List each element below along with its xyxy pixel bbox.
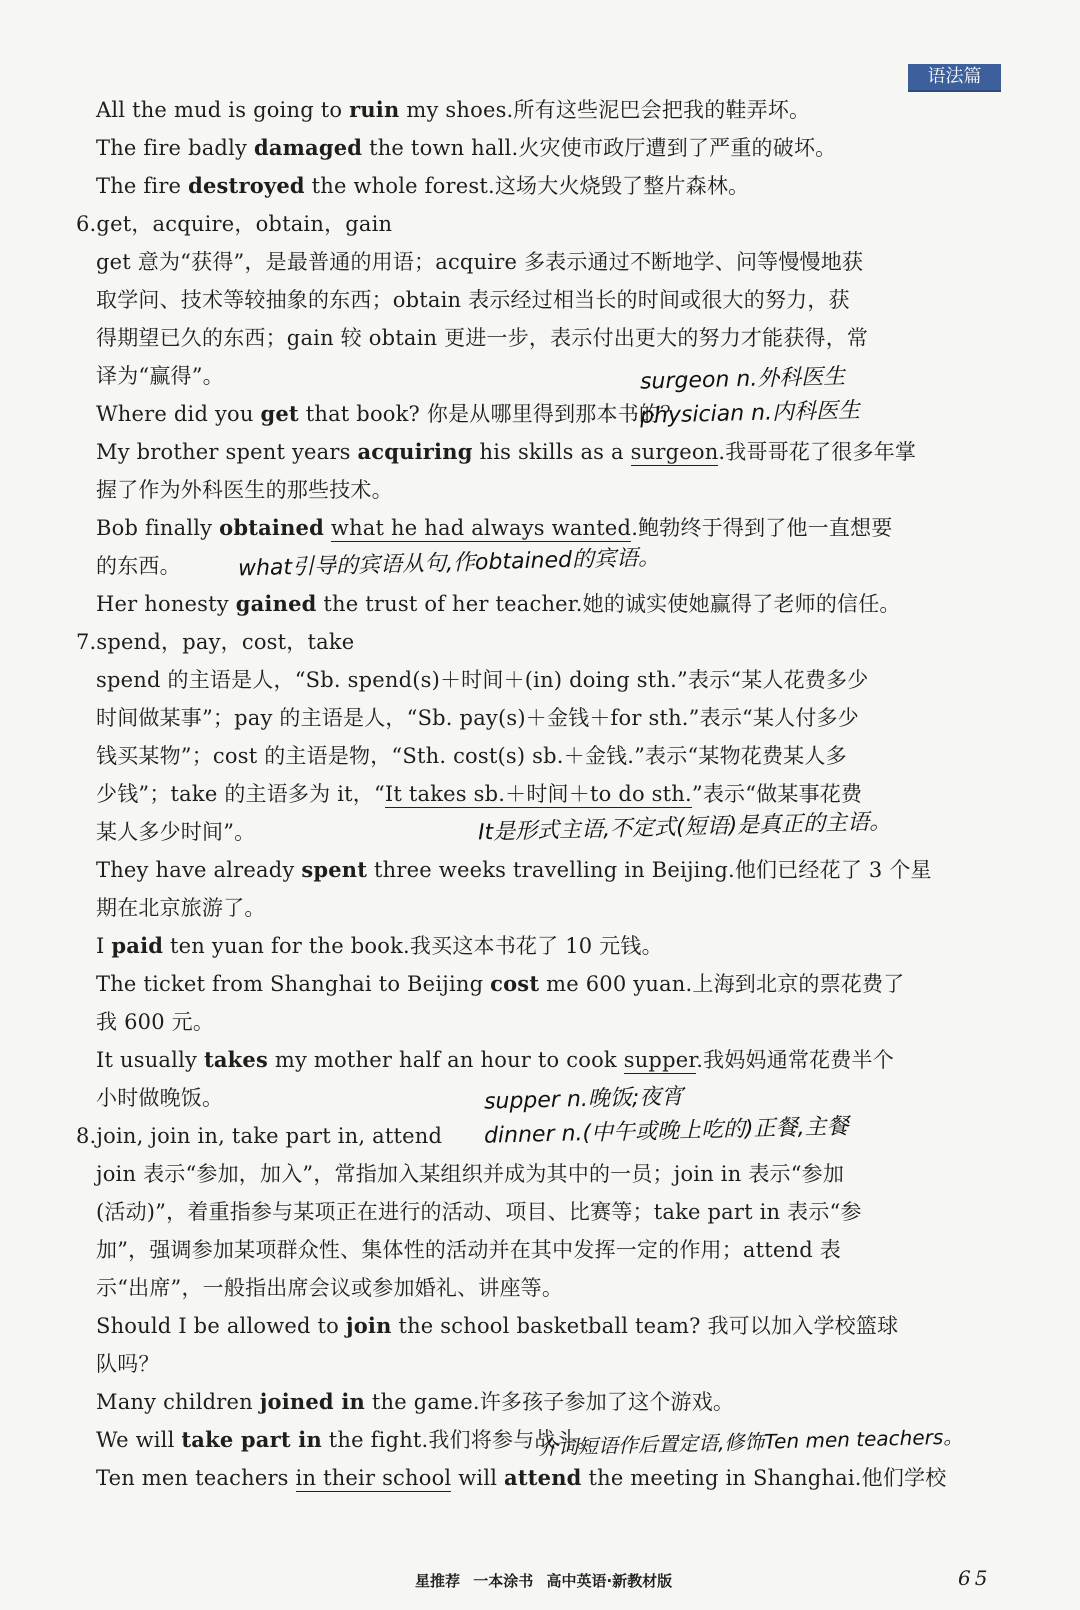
text-line: 队吗？ — [96, 1352, 160, 1376]
text-line: 期在北京旅游了。 — [96, 896, 266, 920]
text-line: 小时做晚饭。 — [96, 1086, 224, 1110]
text-line: (活动)”，着重指参与某项正在进行的活动、项目、比赛等；take part in 表示“参 — [96, 1200, 862, 1224]
handwritten-note-what-clause: what引导的宾语从句,作obtained的宾语。 — [237, 545, 661, 582]
text-line: 加”，强调参加某项群众性、集体性的活动并在其中发挥一定的作用；attend 表 — [96, 1238, 842, 1262]
text-line: join 表示“参加，加入”，常指加入某组织并成为其中的一员；join in 表示“参加 — [96, 1162, 845, 1186]
text-line: Bob finally obtained what he had always wanted.鲍勃终于得到了他一直想要 — [96, 515, 893, 540]
text-line: 的东西。 — [96, 554, 181, 578]
text-line: It usually takes my mother half an hour to cook supper.我妈妈通常花费半个 — [96, 1047, 894, 1072]
text-line: 得期望已久的东西；gain 较 obtain 更进一步，表示付出更大的努力才能获得，常 — [96, 326, 869, 350]
handwritten-note-prep-phrase: 介词短语作后置定语,修饰Ten men teachers。 — [537, 1424, 964, 1460]
text-line: I paid ten yuan for the book.我买这本书花了 10 元钱。 — [96, 933, 663, 958]
section-tag: 语法篇 — [908, 64, 1001, 90]
text-line: 时间做某事”；pay 的主语是人，“Sb. pay(s)＋金钱＋for sth.”表示“某人付多少 — [96, 706, 859, 730]
text-line: Should I be allowed to join the school basketball team? 我可以加入学校篮球 — [96, 1313, 899, 1338]
handwritten-note-supper: supper n.晚饭;夜宵 — [483, 1084, 684, 1115]
handwritten-note-physician: physician n.内科医生 — [639, 398, 861, 429]
handwritten-note-dinner: dinner n.(中午或晚上吃的)正餐,主餐 — [483, 1114, 849, 1149]
text-line: 我 600 元。 — [96, 1010, 215, 1034]
text-line: get 意为“获得”，是最普通的用语；acquire 多表示通过不断地学、问等慢慢地获 — [96, 250, 864, 274]
text-line: spend 的主语是人，“Sb. spend(s)＋时间＋(in) doing sth.”表示“某人花费多少 — [96, 668, 869, 692]
text-line: 示“出席”，一般指出席会议或参加婚礼、讲座等。 — [96, 1276, 564, 1300]
text-line: My brother spent years acquiring his skills as a surgeon.我哥哥花了很多年掌 — [96, 439, 917, 464]
text-line: Her honesty gained the trust of her teacher.她的诚实使她赢得了老师的信任。 — [96, 591, 901, 616]
text-line: The ticket from Shanghai to Beijing cost me 600 yuan.上海到北京的票花费了 — [96, 971, 905, 996]
handwritten-note-surgeon: surgeon n.外科医生 — [639, 364, 846, 395]
page-number: 65 — [958, 1566, 992, 1590]
handwritten-note-it-subject: It是形式主语,不定式(短语)是真正的主语。 — [477, 809, 892, 846]
text-line: All the mud is going to ruin my shoes.所有这些泥巴会把我的鞋弄坏。 — [96, 97, 811, 122]
text-line: We will take part in the fight.我们将参与战斗。 — [96, 1427, 599, 1452]
text-line: Where did you get that book? 你是从哪里得到那本书的？ — [96, 401, 682, 426]
text-line: 握了作为外科医生的那些技术。 — [96, 478, 393, 502]
text-line: The fire badly damaged the town hall.火灾使市政厅遭到了严重的破坏。 — [96, 135, 837, 160]
text-line: 取学问、技术等较抽象的东西；obtain 表示经过相当长的时间或很大的努力，获 — [96, 288, 850, 312]
item-heading: 6.get，acquire，obtain，gain — [76, 212, 393, 236]
text-line: They have already spent three weeks travelling in Beijing.他们已经花了 3 个星 — [96, 857, 932, 882]
text-line: The fire destroyed the whole forest.这场大火烧毁了整片森林。 — [96, 173, 750, 198]
text-line: Ten men teachers in their school will attend the meeting in Shanghai.他们学校 — [96, 1465, 947, 1490]
item-heading: 8.join, join in, take part in, attend — [76, 1124, 443, 1148]
text-line: 译为“赢得”。 — [96, 364, 224, 388]
footer-book-title: 星推荐 一本涂书 高中英语·新教材版 — [415, 1572, 673, 1590]
text-line: Many children joined in the game.许多孩子参加了这个游戏。 — [96, 1389, 735, 1414]
text-line: 钱买某物”；cost 的主语是物，“Sth. cost(s) sb.＋金钱.”表示“某物花费某人多 — [96, 744, 847, 768]
item-heading: 7.spend，pay，cost，take — [76, 630, 355, 654]
text-line: 某人多少时间”。 — [96, 820, 256, 844]
text-line: 少钱”；take 的主语多为 it，“It takes sb.＋时间＋to do sth.”表示“做某事花费 — [96, 782, 863, 806]
